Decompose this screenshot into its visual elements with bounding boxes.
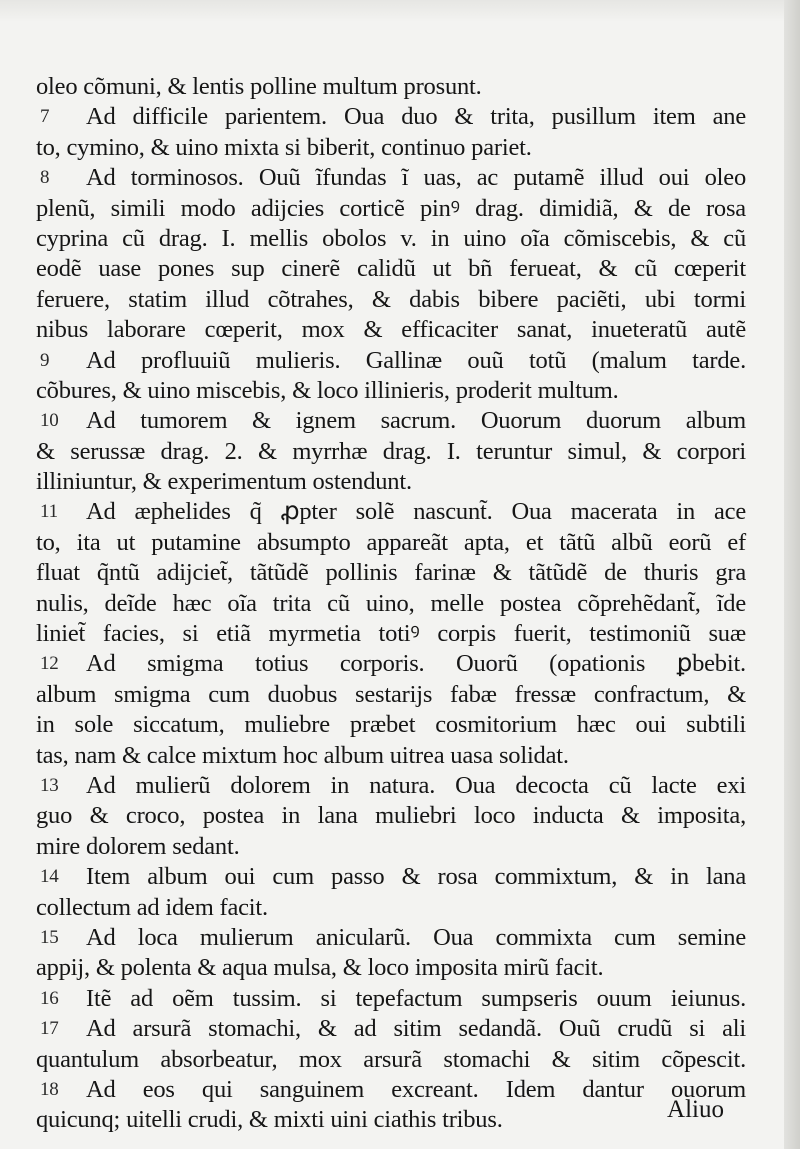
- text-line: [0, 984, 800, 1014]
- text-line: [0, 194, 800, 224]
- text-line: [0, 801, 800, 831]
- text-line: [0, 315, 800, 345]
- line-text: cõbures, & uino miscebis, & loco illinieris, proderit multum.: [36, 376, 619, 404]
- line-text: fluat q̃ntũ adijciet̃, tãtũdẽ pollinis farinæ & tãtũdẽ de thuris gra: [36, 559, 746, 587]
- line-text: in sole siccatum, muliebre præbet cosmitorium hæc oui subtili: [36, 711, 746, 739]
- text-line: [0, 589, 800, 619]
- recipe-number: 15: [40, 926, 59, 948]
- line-text: Ad difficile parientem. Oua duo & trita, pusillum item ane: [86, 103, 746, 131]
- line-text: liniet̃ facies, si etiã myrmetia totiꝰ corpis fuerit, testimoniũ suæ: [36, 620, 746, 648]
- text-line: [0, 923, 800, 953]
- recipe-number: 11: [40, 501, 58, 523]
- line-text: nibus laborare cœperit, mox & efficaciter sanat, inueteratũ autẽ: [36, 316, 746, 344]
- line-text: cyprina cũ drag. I. mellis obolos v. in uino oĩa cõmiscebis, & cũ: [36, 224, 746, 252]
- line-text: plenũ, simili modo adijcies corticẽ pinꝰ drag. dimidiã, & de rosa: [36, 194, 746, 222]
- text-line: [0, 832, 800, 862]
- line-text: Ad arsurã stomachi, & ad sitim sedandã. Ouũ crudũ si ali: [86, 1015, 746, 1043]
- catchword: Aliuo: [667, 1096, 724, 1123]
- line-text: tas, nam & calce mixtum hoc album uitrea uasa solidat.: [36, 741, 569, 769]
- line-text: oleo cõmuni, & lentis polline multum prosunt.: [36, 73, 482, 100]
- text-line: [0, 953, 800, 983]
- text-line: [0, 1045, 800, 1075]
- text-line: [0, 285, 800, 315]
- recipe-number: 10: [40, 410, 59, 432]
- line-text: Item album oui cum passo & rosa commixtum, & in lana: [86, 863, 746, 891]
- text-line: [0, 649, 800, 679]
- text-line: [0, 558, 800, 588]
- line-text: & serussæ drag. 2. & myrrhæ drag. I. teruntur simul, & corpori: [36, 437, 746, 465]
- line-text: nulis, deĩde hæc oĩa trita cũ uino, melle postea cõprehẽdant̃, ĩde: [36, 589, 746, 617]
- text-line: [0, 619, 800, 649]
- recipe-number: 17: [40, 1018, 59, 1040]
- line-text: Ad tumorem & ignem sacrum. Ouorum duorum album: [86, 407, 746, 435]
- text-line: [0, 680, 800, 710]
- line-text: Itẽ ad oẽm tussim. si tepefactum sumpseris ouum ieiunus.: [86, 984, 746, 1012]
- recipe-number: 18: [40, 1078, 59, 1100]
- line-text: Ad smigma totius corporis. Ouorũ (opationis ꝑbebit.: [86, 650, 746, 678]
- line-text: appij, & polenta & aqua mulsa, & loco imposita mirũ facit.: [36, 954, 604, 982]
- text-line: [0, 346, 800, 376]
- text-line: [0, 710, 800, 740]
- text-line: [0, 467, 800, 497]
- text-line: [0, 72, 800, 102]
- text-line: [0, 163, 800, 193]
- line-text: Ad loca mulierum anicularũ. Oua commixta cum semine: [86, 923, 746, 951]
- text-line: [0, 862, 800, 892]
- text-line: [0, 224, 800, 254]
- line-text: quicunq; uitelli crudi, & mixti uini ciathis tribus.: [36, 1106, 503, 1134]
- page-top-shadow: [0, 0, 800, 22]
- line-text: illiniuntur, & experimentum ostendunt.: [36, 468, 412, 496]
- recipe-number: 12: [40, 653, 59, 675]
- recipe-number: 7: [40, 106, 50, 128]
- line-text: mire dolorem sedant.: [36, 832, 240, 860]
- text-line: [0, 893, 800, 923]
- text-line: [0, 771, 800, 801]
- line-text: quantulum absorbeatur, mox arsurã stomachi & sitim cõpescit.: [36, 1045, 746, 1073]
- text-line: [0, 741, 800, 771]
- text-line: [0, 406, 800, 436]
- text-line: [0, 133, 800, 163]
- text-line: [0, 528, 800, 558]
- recipe-number: 13: [40, 774, 59, 796]
- line-text: Ad æphelides q̃ ꝓpter solẽ nascunt̃. Oua macerata in ace: [86, 498, 746, 526]
- line-text: Ad mulierũ dolorem in natura. Oua decocta cũ lacte exi: [86, 771, 746, 799]
- text-line: [0, 1014, 800, 1044]
- recipe-number: 8: [40, 167, 50, 189]
- line-text: Ad profluuiũ mulieris. Gallinæ ouũ totũ (malum tarde.: [86, 346, 746, 374]
- text-block: [0, 72, 800, 1136]
- text-line: [0, 376, 800, 406]
- line-text: Ad eos qui sanguinem excreant. Idem dantur ouorum: [86, 1075, 746, 1103]
- line-text: to, cymino, & uino mixta si biberit, continuo pariet.: [36, 133, 532, 161]
- text-line: [0, 437, 800, 467]
- line-text: Ad torminosos. Ouũ ĩfundas ĩ uas, ac putamẽ illud oui oleo: [86, 164, 746, 192]
- recipe-number: 16: [40, 987, 59, 1009]
- line-text: feruere, statim illud cõtrahes, & dabis bibere paciẽti, ubi tormi: [36, 285, 746, 313]
- line-text: eodẽ uase pones sup cinerẽ calidũ ut bñ ferueat, & cũ cœperit: [36, 255, 746, 283]
- line-text: collectum ad idem facit.: [36, 893, 268, 921]
- line-text: to, ita ut putamine absumpto appareãt apta, et tãtũ albũ eorũ ef: [36, 528, 746, 556]
- line-text: guo & croco, postea in lana muliebri loco inducta & imposita,: [36, 802, 746, 830]
- text-line: [0, 102, 800, 132]
- text-line: [0, 497, 800, 527]
- line-text: album smigma cum duobus sestarijs fabæ fressæ confractum, &: [36, 680, 746, 708]
- recipe-number: 14: [40, 866, 59, 888]
- recipe-number: 9: [40, 349, 50, 371]
- text-line: [0, 254, 800, 284]
